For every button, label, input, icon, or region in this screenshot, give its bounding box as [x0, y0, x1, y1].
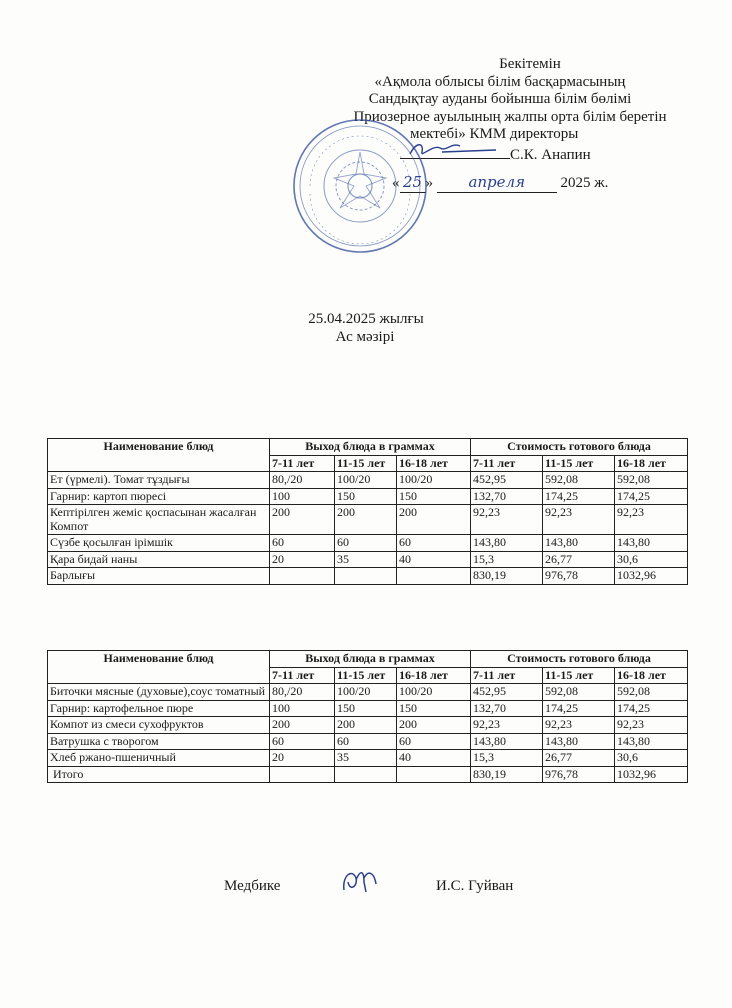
table-body [48, 684, 688, 783]
dish-name-cell: Биточки мясные (духовые),соус томатный [48, 684, 270, 701]
value-cell: 200 [270, 717, 335, 734]
value-cell: 592,08 [615, 684, 688, 701]
value-cell: 143,80 [471, 535, 543, 552]
value-cell: 100/20 [397, 472, 471, 489]
dish-name-cell: Хлеб ржано-пшеничный [48, 750, 270, 767]
approval-line-5: мектебі» КММ директоры [410, 126, 579, 142]
table-row [48, 733, 688, 750]
approval-line-3: Сандықтау ауданы бойынша білім бөлімі [368, 91, 632, 107]
value-cell: 143,80 [471, 733, 543, 750]
value-cell: 452,95 [471, 472, 543, 489]
menu-date: 25.04.2025 жылғы [308, 311, 424, 327]
value-cell: 92,23 [543, 717, 615, 734]
table-row [48, 684, 688, 701]
menu-table-kazakh [47, 438, 688, 585]
value-cell: 200 [397, 717, 471, 734]
value-cell: 150 [397, 488, 471, 505]
approval-line-4: Приозерное ауылының жалпы орта білім беретін [353, 108, 667, 125]
official-stamp-icon [290, 116, 430, 256]
value-cell: 60 [397, 733, 471, 750]
value-cell: 200 [335, 505, 397, 535]
director-name: С.К. Анапин [510, 146, 591, 163]
value-cell: 92,23 [471, 505, 543, 535]
value-cell: 60 [270, 535, 335, 552]
dish-column-header: Наименование блюд [48, 439, 270, 472]
age-header: 16-18 лет [397, 455, 471, 472]
value-cell: 30,6 [615, 551, 688, 568]
value-cell: 60 [335, 535, 397, 552]
value-cell: 100/20 [335, 684, 397, 701]
value-cell: 30,6 [615, 750, 688, 767]
age-header: 16-18 лет [615, 667, 688, 684]
value-cell [397, 766, 471, 783]
age-header: 7-11 лет [270, 667, 335, 684]
dish-column-header: Наименование блюд [48, 651, 270, 684]
value-cell: 40 [397, 750, 471, 767]
value-cell: 143,80 [543, 733, 615, 750]
value-cell: 26,77 [543, 551, 615, 568]
value-cell: 35 [335, 551, 397, 568]
value-cell: 1032,96 [615, 568, 688, 585]
value-cell: 100/20 [397, 684, 471, 701]
age-header: 7-11 лет [270, 455, 335, 472]
value-cell: 976,78 [543, 766, 615, 783]
table-row [48, 535, 688, 552]
yield-column-header: Выход блюда в граммах [270, 439, 471, 456]
value-cell: 150 [335, 488, 397, 505]
table-row [48, 472, 688, 489]
value-cell: 143,80 [615, 535, 688, 552]
date-month: апреля [437, 174, 557, 193]
dish-name-cell: Итого [48, 766, 270, 783]
cost-column-header: Стоимость готового блюда [471, 439, 688, 456]
value-cell [335, 766, 397, 783]
value-cell: 132,70 [471, 700, 543, 717]
table-row [48, 551, 688, 568]
value-cell: 174,25 [615, 700, 688, 717]
value-cell: 1032,96 [615, 766, 688, 783]
table-header-row [48, 651, 688, 668]
dish-name-cell: Сүзбе қосылған ірімшік [48, 535, 270, 552]
table-row [48, 568, 688, 585]
dish-name-cell: Гарнир: картофельное пюре [48, 700, 270, 717]
value-cell: 143,80 [615, 733, 688, 750]
age-header: 11-15 лет [335, 667, 397, 684]
value-cell: 592,08 [615, 472, 688, 489]
cost-column-header: Стоимость готового блюда [471, 651, 688, 668]
value-cell: 200 [270, 505, 335, 535]
value-cell: 132,70 [471, 488, 543, 505]
table-row [48, 505, 688, 535]
value-cell: 174,25 [543, 700, 615, 717]
age-header: 11-15 лет [335, 455, 397, 472]
dish-name-cell: Ет (үрмелі). Томат тұздығы [48, 472, 270, 489]
table-row [48, 700, 688, 717]
dish-name-cell: Қара бидай наны [48, 551, 270, 568]
value-cell: 60 [270, 733, 335, 750]
value-cell: 174,25 [543, 488, 615, 505]
value-cell: 200 [397, 505, 471, 535]
value-cell: 92,23 [615, 505, 688, 535]
age-header: 16-18 лет [397, 667, 471, 684]
value-cell: 80,/20 [270, 684, 335, 701]
age-header: 16-18 лет [615, 455, 688, 472]
value-cell: 92,23 [543, 505, 615, 535]
date-year: 2025 ж. [560, 175, 609, 191]
table-row [48, 488, 688, 505]
value-cell: 60 [335, 733, 397, 750]
value-cell: 26,77 [543, 750, 615, 767]
value-cell: 20 [270, 750, 335, 767]
value-cell [270, 766, 335, 783]
value-cell: 200 [335, 717, 397, 734]
nurse-name: И.С. Гуйван [436, 878, 514, 894]
value-cell: 92,23 [471, 717, 543, 734]
value-cell [397, 568, 471, 585]
value-cell: 830,19 [471, 568, 543, 585]
value-cell: 20 [270, 551, 335, 568]
dish-name-cell: Кептірілген жеміс қоспасынан жасалған Компот [48, 505, 270, 535]
value-cell: 150 [397, 700, 471, 717]
table-body [48, 472, 688, 585]
approval-line-2: «Ақмола облысы білім басқармасының [374, 73, 626, 90]
age-header: 7-11 лет [471, 667, 543, 684]
nurse-signature-icon [338, 864, 382, 898]
value-cell [335, 568, 397, 585]
value-cell: 35 [335, 750, 397, 767]
value-cell: 830,19 [471, 766, 543, 783]
value-cell: 174,25 [615, 488, 688, 505]
value-cell: 80,/20 [270, 472, 335, 489]
date-quote-open: « [392, 175, 400, 191]
menu-table-russian [47, 650, 688, 783]
value-cell [270, 568, 335, 585]
value-cell: 976,78 [543, 568, 615, 585]
menu-label: Ас мәзірі [335, 329, 395, 345]
dish-name-cell: Ватрушка с творогом [48, 733, 270, 750]
yield-column-header: Выход блюда в граммах [270, 651, 471, 668]
value-cell: 100 [270, 488, 335, 505]
table-row [48, 766, 688, 783]
dish-name-cell: Гарнир: картоп пюресі [48, 488, 270, 505]
value-cell: 15,3 [471, 551, 543, 568]
value-cell: 592,08 [543, 472, 615, 489]
value-cell: 60 [397, 535, 471, 552]
value-cell: 92,23 [615, 717, 688, 734]
dish-name-cell: Барлығы [48, 568, 270, 585]
age-header: 7-11 лет [471, 455, 543, 472]
dish-name-cell: Компот из смеси сухофруктов [48, 717, 270, 734]
value-cell: 452,95 [471, 684, 543, 701]
value-cell: 592,08 [543, 684, 615, 701]
table-row [48, 750, 688, 767]
approval-line-1: Бекітемін [499, 56, 561, 72]
value-cell: 15,3 [471, 750, 543, 767]
age-header: 11-15 лет [543, 667, 615, 684]
value-cell: 143,80 [543, 535, 615, 552]
document-title [230, 310, 510, 346]
value-cell: 100 [270, 700, 335, 717]
value-cell: 150 [335, 700, 397, 717]
date-day: 25 [400, 174, 426, 193]
age-header: 11-15 лет [543, 455, 615, 472]
date-quote-close: » [425, 175, 433, 191]
value-cell: 40 [397, 551, 471, 568]
table-row [48, 717, 688, 734]
table-header-row [48, 439, 688, 456]
value-cell: 100/20 [335, 472, 397, 489]
nurse-role: Медбике [224, 878, 281, 894]
